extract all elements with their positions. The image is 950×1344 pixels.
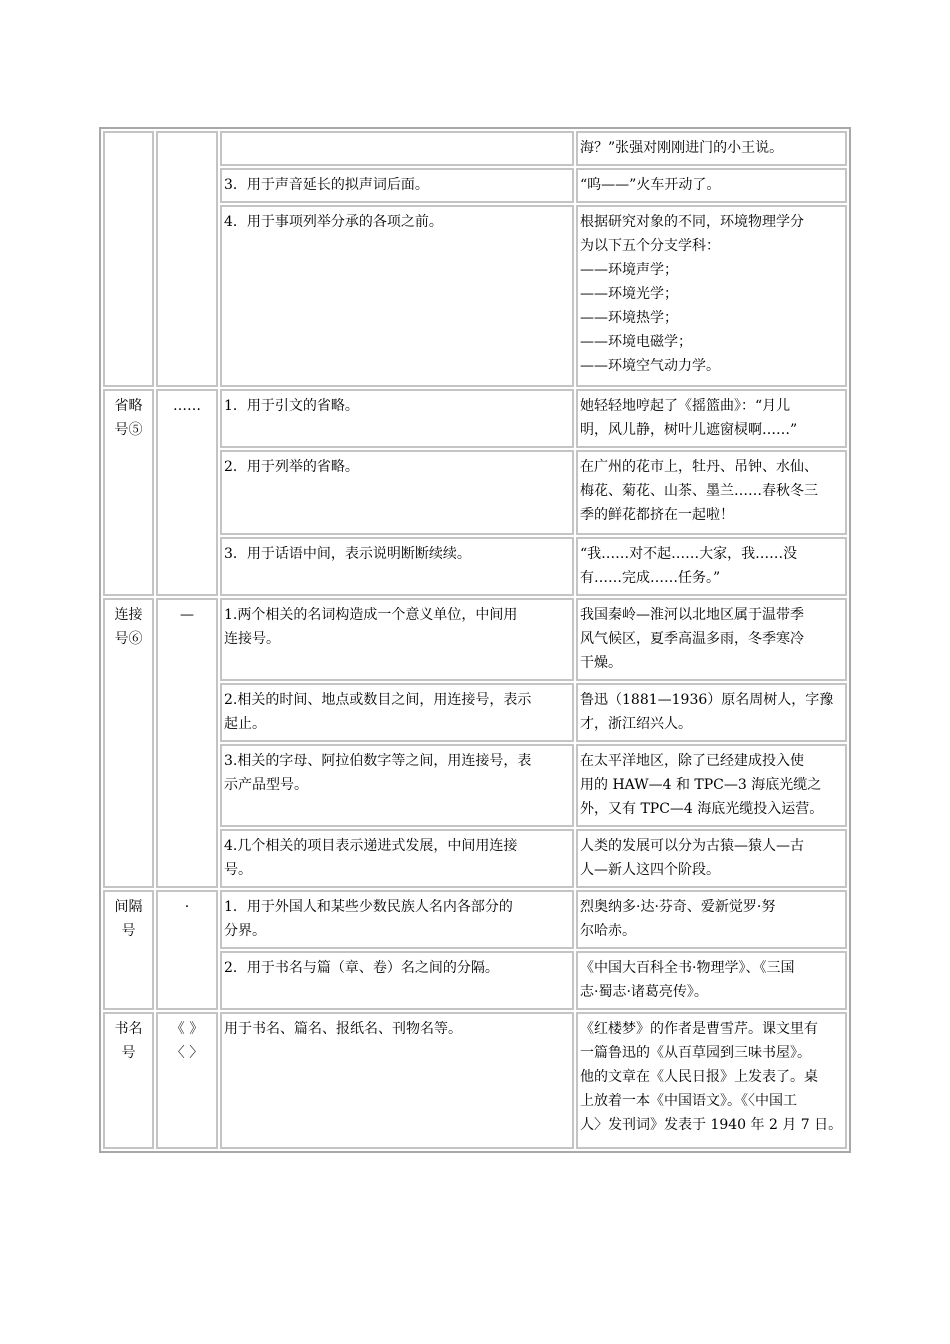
text-line: 人〉发刊词》发表于 1940 年 2 月 7 日。 (580, 1117, 843, 1133)
text-line: 号 (121, 923, 136, 939)
punctuation-name-cell (103, 389, 154, 596)
text-line: 在太平洋地区，除了已经建成投入使 (580, 753, 804, 769)
text-line: 号⑥ (114, 631, 143, 647)
text-line: ——环境声学； (580, 262, 678, 278)
text-line: 1．用于外国人和某些少数民族人名内各部分的 (224, 899, 513, 915)
text-line: 风气候区，夏季高温多雨，冬季寒冷 (580, 631, 804, 647)
table-row (103, 598, 847, 681)
text-line: ——环境热学； (580, 310, 678, 326)
text-line: 人类的发展可以分为古猿—猿人—古 (580, 838, 804, 854)
punctuation-name-cell (103, 131, 154, 387)
text-line: 3.相关的字母、阿拉伯数字等之间，用连接号，表 (224, 753, 532, 769)
usage-cell (220, 683, 574, 742)
example-cell (576, 598, 847, 681)
punctuation-mark-cell (156, 389, 218, 596)
example-cell (576, 683, 847, 742)
usage-cell (220, 205, 574, 387)
text-line: 连接号。 (224, 631, 280, 647)
text-line: 外，又有 TPC—4 海底光缆投入运营。 (580, 801, 824, 817)
text-line: …… (173, 398, 201, 414)
text-line: 他的文章在《人民日报》上发表了。桌 (580, 1069, 818, 1085)
text-line: 〈 〉 (170, 1045, 204, 1061)
example-cell (576, 829, 847, 888)
table-row (103, 131, 847, 166)
example-cell (576, 450, 847, 535)
table-row (103, 1012, 847, 1149)
text-line: 1．用于引文的省略。 (224, 398, 359, 414)
text-line: 4．用于事项列举分承的各项之前。 (224, 214, 443, 230)
text-line: 《 》 (170, 1021, 204, 1037)
usage-cell (220, 131, 574, 166)
text-line: 志·蜀志·诸葛亮传》。 (580, 984, 708, 1000)
text-line: 书名 (114, 1021, 143, 1037)
text-line: 鲁迅（1881—1936）原名周树人，字豫 (580, 692, 834, 708)
text-line: 有……完成……任务。” (580, 570, 721, 586)
text-line: 根据研究对象的不同，环境物理学分 (580, 214, 804, 230)
text-line: 人—新人这四个阶段。 (580, 862, 720, 878)
text-line: 她轻轻地哼起了《摇篮曲》：“月儿 (580, 398, 791, 414)
example-cell (576, 537, 847, 596)
text-line: 起止。 (224, 716, 266, 732)
text-line: 在广州的花市上，牡丹、吊钟、水仙、 (580, 459, 818, 475)
text-line: 1.两个相关的名词构造成一个意义单位，中间用 (224, 607, 518, 623)
text-line: 省略 (114, 398, 143, 414)
usage-cell (220, 389, 574, 448)
punctuation-name-cell (103, 1012, 154, 1149)
text-line: 示产品型号。 (224, 777, 308, 793)
usage-cell (220, 450, 574, 535)
text-line: 号 (121, 1045, 136, 1061)
text-line: 才，浙江绍兴人。 (580, 716, 692, 732)
text-line: “我……对不起……大家，我……没 (580, 546, 798, 562)
text-line: 上放着一本《中国语文》。《〈中国工 (580, 1093, 797, 1109)
text-line: 为以下五个分支学科： (580, 238, 720, 254)
example-cell (576, 744, 847, 827)
table-body (103, 131, 847, 1149)
usage-cell (220, 951, 574, 1010)
text-line: 2．用于书名与篇（章、卷）名之间的分隔。 (224, 960, 499, 976)
text-line: 干燥。 (580, 655, 622, 671)
usage-cell (220, 168, 574, 203)
text-line: 尔哈赤。 (580, 923, 636, 939)
table-row (103, 389, 847, 448)
usage-cell (220, 829, 574, 888)
usage-cell (220, 744, 574, 827)
text-line: 用的 HAW—4 和 TPC—3 海底光缆之 (580, 777, 822, 793)
text-line: 梅花、菊花、山茶、墨兰……春秋冬三 (580, 483, 818, 499)
text-line: 季的鲜花都挤在一起啦！ (580, 507, 734, 523)
text-line: 一篇鲁迅的《从百草园到三味书屋》。 (580, 1045, 811, 1061)
punctuation-table (99, 127, 851, 1153)
usage-cell (220, 537, 574, 596)
text-line: “呜——”火车开动了。 (580, 177, 721, 193)
text-line: 我国秦岭—淮河以北地区属于温带季 (580, 607, 804, 623)
punctuation-name-cell (103, 890, 154, 1010)
example-cell (576, 389, 847, 448)
text-line: 海？”张强对刚刚进门的小王说。 (580, 140, 784, 156)
text-line: 明，风儿静，树叶儿遮窗棂啊……” (580, 422, 798, 438)
example-cell (576, 890, 847, 949)
text-line: 烈奥纳多·达·芬奇、爱新觉罗·努 (580, 899, 776, 915)
table-row (103, 890, 847, 949)
text-line: 用于书名、篇名、报纸名、刊物名等。 (224, 1021, 462, 1037)
text-line: 《中国大百科全书·物理学》、《三国 (580, 960, 795, 976)
text-line: ——环境光学； (580, 286, 678, 302)
text-line: · (184, 899, 190, 915)
text-line: 4.几个相关的项目表示递进式发展，中间用连接 (224, 838, 518, 854)
text-line: ——环境电磁学； (580, 334, 692, 350)
example-cell (576, 205, 847, 387)
text-line: 3．用于话语中间，表示说明断断续续。 (224, 546, 471, 562)
usage-cell (220, 598, 574, 681)
punctuation-mark-cell (156, 131, 218, 387)
text-line: 2.相关的时间、地点或数目之间，用连接号，表示 (224, 692, 532, 708)
punctuation-name-cell (103, 598, 154, 888)
example-cell (576, 951, 847, 1010)
text-line: 2．用于列举的省略。 (224, 459, 359, 475)
text-line: — (180, 607, 194, 623)
text-line: 连接 (114, 607, 143, 623)
text-line: 间隔 (114, 899, 143, 915)
example-cell (576, 131, 847, 166)
text-line: 3．用于声音延长的拟声词后面。 (224, 177, 429, 193)
usage-cell (220, 890, 574, 949)
text-line: 号。 (224, 862, 252, 878)
text-line: 号⑤ (114, 422, 143, 438)
punctuation-mark-cell (156, 598, 218, 888)
punctuation-mark-cell (156, 1012, 218, 1149)
text-line: 分界。 (224, 923, 266, 939)
usage-cell (220, 1012, 574, 1149)
text-line: 《红楼梦》的作者是曹雪芹。课文里有 (580, 1021, 818, 1037)
punctuation-mark-cell (156, 890, 218, 1010)
example-cell (576, 168, 847, 203)
example-cell (576, 1012, 847, 1149)
text-line: ——环境空气动力学。 (580, 358, 720, 374)
